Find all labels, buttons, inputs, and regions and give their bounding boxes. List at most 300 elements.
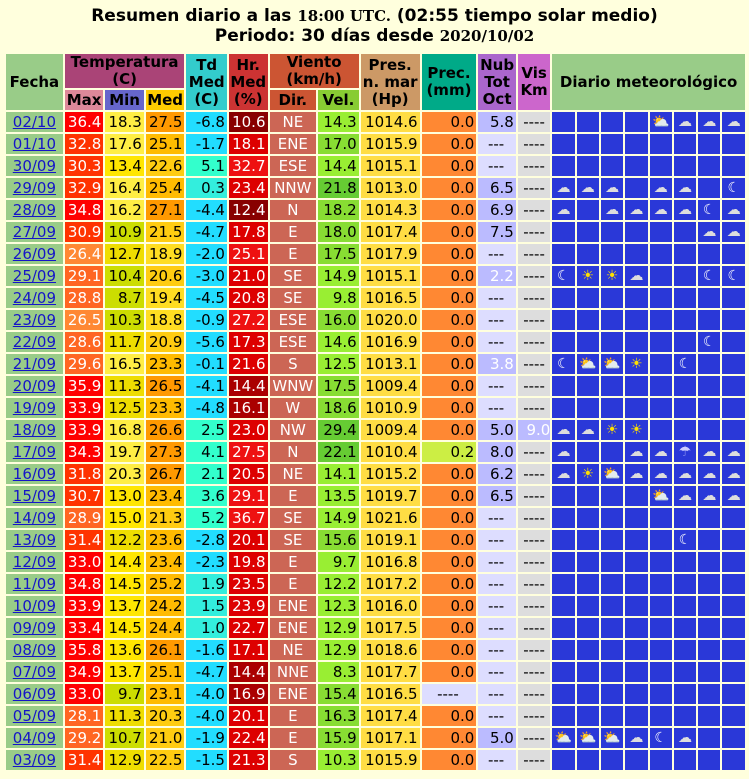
min-temp-cell: 13.7 xyxy=(105,662,144,682)
pressure-cell: 1015.1 xyxy=(361,156,420,176)
table-row xyxy=(6,398,745,418)
table-row xyxy=(6,420,745,440)
max-temp-cell: 32.8 xyxy=(65,134,104,154)
min-temp-cell: 16.4 xyxy=(105,178,144,198)
empty-slot xyxy=(601,486,623,506)
empty-slot xyxy=(722,376,745,396)
empty-slot xyxy=(650,354,672,374)
wind-speed-cell: 14.9 xyxy=(318,508,359,528)
col-max: Max xyxy=(66,90,102,109)
sun-cloud-icon xyxy=(650,112,672,132)
sun-glyph: ☀ xyxy=(581,466,595,482)
empty-slot xyxy=(722,310,745,330)
visibility-cell: ---- xyxy=(518,156,550,176)
date-link[interactable]: 15/09 xyxy=(12,487,57,505)
cloud-cover-cell: 5.0 xyxy=(478,728,516,748)
date-link[interactable]: 02/10 xyxy=(12,113,57,131)
empty-slot xyxy=(625,156,647,176)
empty-slot xyxy=(722,156,745,176)
min-temp-cell: 13.4 xyxy=(105,156,144,176)
empty-slot xyxy=(552,684,574,704)
med-temp-cell: 27.1 xyxy=(146,200,185,220)
empty-slot xyxy=(650,222,672,242)
max-temp-cell: 33.0 xyxy=(65,552,104,572)
precip-cell: 0.0 xyxy=(422,244,477,264)
empty-slot xyxy=(650,156,672,176)
empty-slot xyxy=(577,530,599,550)
date-link[interactable]: 01/10 xyxy=(12,135,57,153)
dewpoint-cell: -1.7 xyxy=(186,134,227,154)
empty-slot xyxy=(674,596,696,616)
date-link[interactable]: 17/09 xyxy=(12,443,57,461)
max-temp-cell: 34.3 xyxy=(65,442,104,462)
table-row xyxy=(6,376,745,396)
empty-slot xyxy=(601,310,623,330)
empty-slot xyxy=(552,112,574,132)
cloud-glyph: ☁ xyxy=(629,466,644,482)
cloud-cover-cell: --- xyxy=(478,244,516,264)
cloud-glyph: ☁ xyxy=(653,444,668,460)
pressure-cell: 1017.1 xyxy=(361,728,420,748)
cloud-icon xyxy=(625,728,647,748)
empty-slot xyxy=(650,706,672,726)
dewpoint-cell: -4.4 xyxy=(186,200,227,220)
empty-slot xyxy=(601,112,623,132)
humidity-cell: 32.7 xyxy=(229,156,268,176)
empty-slot xyxy=(674,508,696,528)
empty-slot xyxy=(601,750,623,770)
wind-speed-cell: 9.8 xyxy=(318,288,359,308)
empty-slot xyxy=(625,310,647,330)
empty-slot xyxy=(625,508,647,528)
date-link[interactable]: 04/09 xyxy=(12,729,57,747)
col-td: Td Med (C) xyxy=(186,54,227,110)
date-link[interactable]: 22/09 xyxy=(12,333,57,351)
date-link[interactable]: 29/09 xyxy=(12,179,57,197)
sun-cloud-icon xyxy=(601,728,623,748)
wind-speed-cell: 10.3 xyxy=(318,750,359,770)
wind-dir-cell: ESE xyxy=(270,156,317,176)
empty-slot xyxy=(698,662,720,682)
empty-slot xyxy=(625,684,647,704)
precip-cell: 0.0 xyxy=(422,618,477,638)
cloud-icon xyxy=(625,442,647,462)
pressure-cell: 1017.2 xyxy=(361,574,420,594)
cloud-icon xyxy=(674,728,696,748)
empty-slot xyxy=(674,640,696,660)
sun-cloud-icon xyxy=(577,354,599,374)
empty-slot xyxy=(674,420,696,440)
dewpoint-cell: -4.8 xyxy=(186,398,227,418)
sun-cloud-glyph: ⛅ xyxy=(603,466,621,482)
cloud-cover-cell: 7.5 xyxy=(478,222,516,242)
cloud-icon xyxy=(674,464,696,484)
empty-slot xyxy=(577,244,599,264)
precip-cell: 0.0 xyxy=(422,486,477,506)
empty-slot xyxy=(674,222,696,242)
min-temp-cell: 14.5 xyxy=(105,574,144,594)
cloud-icon xyxy=(552,464,574,484)
cloud-icon xyxy=(552,200,574,220)
precip-cell: ---- xyxy=(422,684,477,704)
date-cell xyxy=(6,574,63,594)
empty-slot xyxy=(698,310,720,330)
table-row xyxy=(6,684,745,704)
sun-glyph: ☀ xyxy=(581,268,595,284)
pressure-cell: 1017.9 xyxy=(361,244,420,264)
empty-slot xyxy=(722,706,745,726)
pressure-cell: 1018.6 xyxy=(361,640,420,660)
humidity-cell: 20.1 xyxy=(229,530,268,550)
date-link[interactable]: 16/09 xyxy=(12,465,57,483)
humidity-cell: 23.9 xyxy=(229,596,268,616)
dewpoint-cell: -4.5 xyxy=(186,288,227,308)
max-temp-cell: 29.2 xyxy=(65,728,104,748)
date-link[interactable]: 27/09 xyxy=(12,223,57,241)
empty-slot xyxy=(552,508,574,528)
empty-slot xyxy=(625,376,647,396)
dewpoint-cell: 1.0 xyxy=(186,618,227,638)
empty-slot xyxy=(625,178,647,198)
wind-speed-cell: 18.2 xyxy=(318,200,359,220)
visibility-cell: ---- xyxy=(518,376,550,396)
cloud-icon xyxy=(601,178,623,198)
cloud-icon xyxy=(674,178,696,198)
min-temp-cell: 18.3 xyxy=(105,112,144,132)
cloud-cover-cell: 6.2 xyxy=(478,464,516,484)
dewpoint-cell: -0.9 xyxy=(186,310,227,330)
cloud-glyph: ☁ xyxy=(726,114,741,130)
date-link[interactable]: 13/09 xyxy=(12,531,57,549)
wind-dir-cell: SE xyxy=(270,288,317,308)
sun-icon xyxy=(625,354,647,374)
wind-dir-cell: NNW xyxy=(270,178,317,198)
empty-slot xyxy=(601,134,623,154)
min-temp-cell: 15.0 xyxy=(105,508,144,528)
empty-slot xyxy=(601,508,623,528)
cloud-glyph: ☁ xyxy=(678,466,693,482)
wind-speed-cell: 16.3 xyxy=(318,706,359,726)
date-link[interactable]: 12/09 xyxy=(12,553,57,571)
empty-slot xyxy=(577,662,599,682)
pressure-cell: 1020.0 xyxy=(361,310,420,330)
min-temp-cell: 16.5 xyxy=(105,354,144,374)
empty-slot xyxy=(698,288,720,308)
period-label: Periodo: 30 días desde xyxy=(214,26,440,46)
empty-slot xyxy=(722,420,745,440)
date-link[interactable]: 06/09 xyxy=(12,685,57,703)
cloud-icon xyxy=(577,420,599,440)
date-cell xyxy=(6,684,63,704)
visibility-cell: ---- xyxy=(518,288,550,308)
table-row xyxy=(6,288,745,308)
pressure-cell: 1009.4 xyxy=(361,376,420,396)
max-temp-cell: 33.4 xyxy=(65,618,104,638)
visibility-cell: ---- xyxy=(518,530,550,550)
min-temp-cell: 10.4 xyxy=(105,266,144,286)
empty-slot xyxy=(722,640,745,660)
med-temp-cell: 24.4 xyxy=(146,618,185,638)
humidity-cell: 16.9 xyxy=(229,684,268,704)
humidity-cell: 36.7 xyxy=(229,508,268,528)
wind-speed-cell: 14.6 xyxy=(318,332,359,352)
precip-cell: 0.0 xyxy=(422,112,477,132)
med-temp-cell: 23.3 xyxy=(146,354,185,374)
title-time: 18:00 UTC. xyxy=(297,7,391,25)
wind-speed-cell: 17.5 xyxy=(318,244,359,264)
med-temp-cell: 21.0 xyxy=(146,728,185,748)
empty-slot xyxy=(577,156,599,176)
empty-slot xyxy=(552,376,574,396)
precip-cell: 0.0 xyxy=(422,398,477,418)
cloud-glyph: ☁ xyxy=(678,202,693,218)
date-link[interactable]: 23/09 xyxy=(12,311,57,329)
visibility-cell: ---- xyxy=(518,112,550,132)
empty-slot xyxy=(698,684,720,704)
cloud-cover-cell: 2.2 xyxy=(478,266,516,286)
pressure-cell: 1016.9 xyxy=(361,332,420,352)
empty-slot xyxy=(674,750,696,770)
empty-slot xyxy=(674,134,696,154)
date-link[interactable]: 09/09 xyxy=(12,619,57,637)
cloud-glyph: ☁ xyxy=(678,488,693,504)
min-temp-cell: 11.3 xyxy=(105,706,144,726)
humidity-cell: 19.8 xyxy=(229,552,268,572)
max-temp-cell: 33.9 xyxy=(65,596,104,616)
date-link[interactable]: 26/09 xyxy=(12,245,57,263)
cloud-cover-cell: --- xyxy=(478,684,516,704)
visibility-cell: ---- xyxy=(518,310,550,330)
wind-speed-cell: 14.9 xyxy=(318,266,359,286)
date-cell xyxy=(6,266,63,286)
empty-slot xyxy=(601,596,623,616)
date-link[interactable]: 24/09 xyxy=(12,289,57,307)
sun-glyph: ☀ xyxy=(605,268,619,284)
page-title xyxy=(0,0,749,46)
date-link[interactable]: 28/09 xyxy=(12,201,57,219)
humidity-cell: 21.0 xyxy=(229,266,268,286)
empty-slot xyxy=(625,706,647,726)
med-temp-cell: 27.5 xyxy=(146,112,185,132)
empty-slot xyxy=(650,640,672,660)
cloud-icon xyxy=(698,442,720,462)
dewpoint-cell: 1.9 xyxy=(186,574,227,594)
cloud-glyph: ☁ xyxy=(556,422,571,438)
med-temp-cell: 20.6 xyxy=(146,266,185,286)
pressure-cell: 1014.3 xyxy=(361,200,420,220)
max-temp-cell: 31.4 xyxy=(65,750,104,770)
sun-cloud-icon xyxy=(601,354,623,374)
min-temp-cell: 12.5 xyxy=(105,398,144,418)
moon-cloud-glyph: ☾ xyxy=(678,532,692,548)
dewpoint-cell: -5.6 xyxy=(186,332,227,352)
cloud-icon xyxy=(552,178,574,198)
empty-slot xyxy=(577,398,599,418)
empty-slot xyxy=(698,508,720,528)
date-link[interactable]: 05/09 xyxy=(12,707,57,725)
min-temp-cell: 14.4 xyxy=(105,552,144,572)
empty-slot xyxy=(722,508,745,528)
wind-dir-cell: E xyxy=(270,244,317,264)
max-temp-cell: 26.5 xyxy=(65,310,104,330)
date-link[interactable]: 18/09 xyxy=(12,421,57,439)
period-date: 2020/10/02 xyxy=(439,27,535,45)
table-row xyxy=(6,244,745,264)
cloud-glyph: ☁ xyxy=(556,180,571,196)
empty-slot xyxy=(552,552,574,572)
humidity-cell: 23.4 xyxy=(229,178,268,198)
moon-cloud-icon xyxy=(698,200,720,220)
cloud-cover-cell: 5.0 xyxy=(478,420,516,440)
date-link[interactable]: 11/09 xyxy=(12,575,57,593)
cloud-glyph: ☁ xyxy=(702,466,717,482)
table-row xyxy=(6,640,745,660)
empty-slot xyxy=(698,376,720,396)
date-cell xyxy=(6,728,63,748)
precip-cell: 0.0 xyxy=(422,200,477,220)
empty-slot xyxy=(577,376,599,396)
empty-slot xyxy=(722,552,745,572)
precip-cell: 0.0 xyxy=(422,750,477,770)
empty-slot xyxy=(577,288,599,308)
cloud-cover-cell: --- xyxy=(478,376,516,396)
med-temp-cell: 22.5 xyxy=(146,750,185,770)
moon-cloud-icon xyxy=(674,354,696,374)
cloud-icon xyxy=(650,442,672,462)
med-temp-cell: 26.1 xyxy=(146,640,185,660)
wind-dir-cell: E xyxy=(270,222,317,242)
cloud-glyph: ☁ xyxy=(678,114,693,130)
date-link[interactable]: 10/09 xyxy=(12,597,57,615)
pressure-cell: 1017.7 xyxy=(361,662,420,682)
visibility-cell: ---- xyxy=(518,684,550,704)
rain-glyph: ☂ xyxy=(678,444,692,460)
table-row xyxy=(6,266,745,286)
cloud-glyph: ☁ xyxy=(726,202,741,218)
min-temp-cell: 11.3 xyxy=(105,376,144,396)
moon-glyph: ☾ xyxy=(727,180,741,196)
empty-slot xyxy=(650,574,672,594)
pressure-cell: 1014.6 xyxy=(361,112,420,132)
med-temp-cell: 24.2 xyxy=(146,596,185,616)
precip-cell: 0.0 xyxy=(422,464,477,484)
date-link[interactable]: 07/09 xyxy=(12,663,57,681)
empty-slot xyxy=(722,618,745,638)
empty-slot xyxy=(577,618,599,638)
min-temp-cell: 12.9 xyxy=(105,750,144,770)
pressure-cell: 1017.5 xyxy=(361,618,420,638)
date-link[interactable]: 08/09 xyxy=(12,641,57,659)
date-link[interactable]: 20/09 xyxy=(12,377,57,395)
date-link[interactable]: 25/09 xyxy=(12,267,57,285)
humidity-cell: 21.6 xyxy=(229,354,268,374)
date-link[interactable]: 14/09 xyxy=(12,509,57,527)
moon-icon xyxy=(722,266,745,286)
date-link[interactable]: 19/09 xyxy=(12,399,57,417)
wind-dir-cell: SE xyxy=(270,266,317,286)
max-temp-cell: 29.1 xyxy=(65,266,104,286)
cloud-glyph: ☁ xyxy=(726,466,741,482)
dewpoint-cell: -1.6 xyxy=(186,640,227,660)
date-cell xyxy=(6,442,63,462)
cloud-cover-cell: --- xyxy=(478,552,516,572)
cloud-cover-cell: --- xyxy=(478,662,516,682)
max-temp-cell: 34.8 xyxy=(65,574,104,594)
precip-cell: 0.0 xyxy=(422,596,477,616)
visibility-cell: ---- xyxy=(518,662,550,682)
wind-dir-cell: E xyxy=(270,706,317,726)
wind-dir-cell: ENE xyxy=(270,134,317,154)
cloud-glyph: ☁ xyxy=(726,444,741,460)
title-prefix: Resumen diario a las xyxy=(91,6,298,26)
date-link[interactable]: 21/09 xyxy=(12,355,57,373)
cloud-icon xyxy=(650,200,672,220)
cloud-icon xyxy=(650,464,672,484)
table-row xyxy=(6,728,745,748)
cloud-glyph: ☁ xyxy=(702,488,717,504)
empty-slot xyxy=(722,728,745,748)
wind-speed-cell: 12.9 xyxy=(318,640,359,660)
precip-cell: 0.0 xyxy=(422,574,477,594)
empty-slot xyxy=(552,222,574,242)
date-cell xyxy=(6,486,63,506)
cloud-cover-cell: 6.5 xyxy=(478,486,516,506)
empty-slot xyxy=(552,398,574,418)
wind-speed-cell: 14.3 xyxy=(318,112,359,132)
visibility-cell: ---- xyxy=(518,552,550,572)
cloud-icon xyxy=(698,486,720,506)
sun-cloud-icon xyxy=(650,486,672,506)
date-link[interactable]: 03/09 xyxy=(12,751,57,769)
sun-cloud-glyph: ⛅ xyxy=(603,356,621,372)
empty-slot xyxy=(698,530,720,550)
date-cell xyxy=(6,244,63,264)
wind-dir-cell: N xyxy=(270,200,317,220)
max-temp-cell: 31.4 xyxy=(65,530,104,550)
precip-cell: 0.0 xyxy=(422,134,477,154)
cloud-icon xyxy=(698,222,720,242)
max-temp-cell: 33.9 xyxy=(65,398,104,418)
med-temp-cell: 20.9 xyxy=(146,332,185,352)
col-dir: Dir. xyxy=(270,90,317,110)
max-temp-cell: 33.9 xyxy=(65,420,104,440)
med-temp-cell: 23.3 xyxy=(146,398,185,418)
pressure-cell: 1021.6 xyxy=(361,508,420,528)
empty-slot xyxy=(674,156,696,176)
empty-slot xyxy=(577,750,599,770)
empty-slot xyxy=(625,618,647,638)
empty-slot xyxy=(552,244,574,264)
col-nub: Nub Tot Oct xyxy=(478,54,516,110)
empty-slot xyxy=(722,288,745,308)
cloud-cover-cell: --- xyxy=(478,750,516,770)
wind-dir-cell: ENE xyxy=(270,596,317,616)
wind-speed-cell: 15.6 xyxy=(318,530,359,550)
cloud-icon xyxy=(625,266,647,286)
date-link[interactable]: 30/09 xyxy=(12,157,57,175)
humidity-cell: 29.1 xyxy=(229,486,268,506)
empty-slot xyxy=(601,640,623,660)
empty-slot xyxy=(674,574,696,594)
med-temp-cell: 18.9 xyxy=(146,244,185,264)
col-hr: Hr. Med (%) xyxy=(229,54,268,110)
empty-slot xyxy=(674,398,696,418)
min-temp-cell: 13.6 xyxy=(105,640,144,660)
date-cell xyxy=(6,420,63,440)
pressure-cell: 1010.9 xyxy=(361,398,420,418)
sun-cloud-glyph: ⛅ xyxy=(651,114,670,130)
empty-slot xyxy=(625,244,647,264)
